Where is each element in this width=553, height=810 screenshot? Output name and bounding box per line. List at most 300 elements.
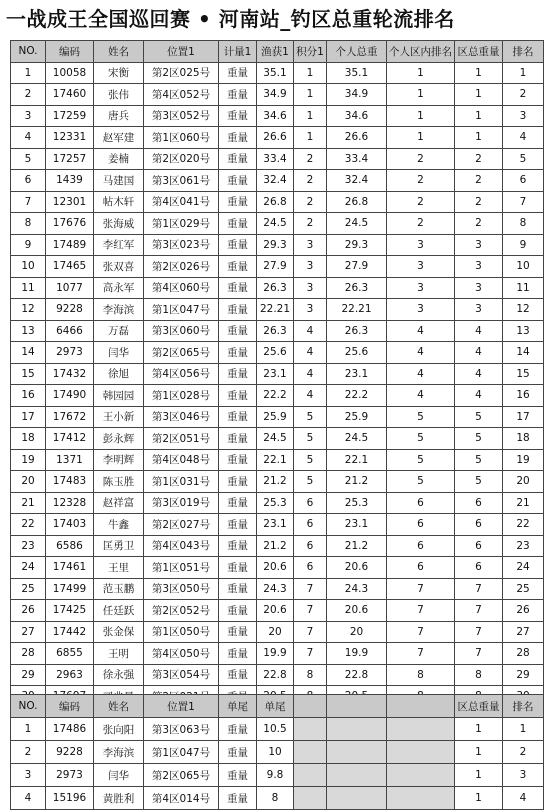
- table-cell: 重量: [219, 578, 257, 600]
- table-cell: 1: [455, 764, 503, 787]
- column-header: 渔获1: [257, 41, 294, 63]
- table-cell: 17483: [46, 471, 94, 493]
- table-cell: 22.1: [257, 449, 294, 471]
- table-cell: 5: [387, 428, 455, 450]
- table-cell: 9.8: [257, 764, 294, 787]
- table-cell: 29.3: [327, 234, 387, 256]
- table-cell: 22.2: [257, 385, 294, 407]
- table-cell: 21.2: [327, 535, 387, 557]
- table-cell: 26.3: [327, 320, 387, 342]
- table-cell: 万磊: [94, 320, 144, 342]
- table-cell: 7: [294, 643, 327, 665]
- column-header: 计量1: [219, 41, 257, 63]
- table-cell: 第2区065号: [144, 342, 219, 364]
- table-cell: 闫华: [94, 342, 144, 364]
- table-cell: 17259: [46, 105, 94, 127]
- table-cell: 重量: [219, 127, 257, 149]
- column-header: 姓名: [94, 41, 144, 63]
- table-cell: 17257: [46, 148, 94, 170]
- table-cell: 21.2: [257, 471, 294, 493]
- table-cell: 2: [387, 170, 455, 192]
- table-cell: 15: [503, 363, 544, 385]
- table-cell: 1: [294, 84, 327, 106]
- table-cell: 32.4: [257, 170, 294, 192]
- table-cell: 1: [387, 84, 455, 106]
- table-cell: 22: [11, 514, 46, 536]
- table-cell: 27.9: [327, 256, 387, 278]
- table-cell: 7: [387, 578, 455, 600]
- table-cell: 2963: [46, 664, 94, 686]
- table-row: [11, 600, 544, 622]
- table-cell: 第2区025号: [144, 62, 219, 84]
- table-cell: 第4区048号: [144, 449, 219, 471]
- table-cell: [327, 741, 387, 764]
- table-cell: 8: [11, 213, 46, 235]
- table-cell: 重量: [219, 406, 257, 428]
- table-cell: 35.1: [257, 62, 294, 84]
- table-cell: 12331: [46, 127, 94, 149]
- table-row: [11, 643, 544, 665]
- column-header: 姓名: [94, 695, 144, 718]
- table-cell: 第1区050号: [144, 621, 219, 643]
- table-cell: 范玉鹏: [94, 578, 144, 600]
- table-cell: 19: [503, 449, 544, 471]
- table-cell: 6: [294, 535, 327, 557]
- table-cell: 3: [503, 764, 544, 787]
- table-cell: 第2区027号: [144, 514, 219, 536]
- table-cell: 23.1: [257, 514, 294, 536]
- table-cell: 4: [11, 787, 46, 810]
- column-header: NO.: [11, 41, 46, 63]
- table-cell: 9: [503, 234, 544, 256]
- table-cell: 7: [455, 578, 503, 600]
- table-cell: 2: [503, 741, 544, 764]
- table-cell: 1: [455, 127, 503, 149]
- table-cell: 2: [11, 84, 46, 106]
- column-header: NO.: [11, 695, 46, 718]
- table-row: [11, 256, 544, 278]
- table-cell: 3: [455, 277, 503, 299]
- table-cell: 第4区060号: [144, 277, 219, 299]
- table-cell: 20: [11, 471, 46, 493]
- table-cell: 李明辉: [94, 449, 144, 471]
- table-cell: 2: [455, 148, 503, 170]
- table-cell: 11: [503, 277, 544, 299]
- table-cell: 5: [455, 449, 503, 471]
- table-cell: 23: [503, 535, 544, 557]
- table-cell: 张金保: [94, 621, 144, 643]
- table-cell: 27: [503, 621, 544, 643]
- table-cell: 17490: [46, 385, 94, 407]
- table-cell: 1371: [46, 449, 94, 471]
- table-cell: 闫华: [94, 764, 144, 787]
- table-cell: 20.6: [257, 557, 294, 579]
- column-header: 单尾: [257, 695, 294, 718]
- table-cell: 1: [455, 787, 503, 810]
- table-cell: 4: [387, 320, 455, 342]
- table-cell: 4: [294, 385, 327, 407]
- table-cell: 1: [294, 105, 327, 127]
- table-row: [11, 664, 544, 686]
- table-cell: 9: [11, 234, 46, 256]
- table-cell: 17465: [46, 256, 94, 278]
- table-cell: 23.1: [257, 363, 294, 385]
- table-cell: 重量: [219, 718, 257, 741]
- table-cell: 24.5: [257, 213, 294, 235]
- table-cell: 徐旭: [94, 363, 144, 385]
- table-cell: 25.9: [327, 406, 387, 428]
- table-cell: 22.8: [327, 664, 387, 686]
- table-cell: 唐兵: [94, 105, 144, 127]
- table-cell: 重量: [219, 191, 257, 213]
- table-cell: [294, 787, 327, 810]
- table-cell: 25.3: [257, 492, 294, 514]
- table-cell: 5: [294, 406, 327, 428]
- table-cell: 黄胜利: [94, 787, 144, 810]
- table-cell: 7: [387, 600, 455, 622]
- table-cell: 5: [294, 449, 327, 471]
- table-cell: 5: [11, 148, 46, 170]
- page-title: 一战成王全国巡回赛 • 河南站_钓区总重轮流排名: [6, 7, 455, 31]
- table-cell: 6: [503, 170, 544, 192]
- table-cell: 第4区056号: [144, 363, 219, 385]
- table-cell: 重量: [219, 664, 257, 686]
- table-cell: 10058: [46, 62, 94, 84]
- table-cell: 重量: [219, 621, 257, 643]
- table-cell: 重量: [219, 535, 257, 557]
- table-cell: 4: [455, 342, 503, 364]
- table-cell: 第1区060号: [144, 127, 219, 149]
- table-cell: 第4区014号: [144, 787, 219, 810]
- table-row: [11, 277, 544, 299]
- table-row: [11, 320, 544, 342]
- table-cell: 第3区063号: [144, 718, 219, 741]
- table-cell: 4: [503, 127, 544, 149]
- column-header: 区总重量: [455, 41, 503, 63]
- table-cell: 10: [503, 256, 544, 278]
- table-row: [11, 514, 544, 536]
- table-cell: 4: [11, 127, 46, 149]
- table-cell: 6: [387, 514, 455, 536]
- table-cell: 5: [294, 428, 327, 450]
- table-cell: 重量: [219, 643, 257, 665]
- table-cell: 5: [455, 428, 503, 450]
- table-cell: 第4区041号: [144, 191, 219, 213]
- table-cell: 陈玉胜: [94, 471, 144, 493]
- table-cell: 21: [11, 492, 46, 514]
- table-cell: 2: [11, 741, 46, 764]
- table-cell: 王小新: [94, 406, 144, 428]
- table-cell: 19: [11, 449, 46, 471]
- table-cell: 第1区029号: [144, 213, 219, 235]
- table-cell: 马建国: [94, 170, 144, 192]
- table-cell: 12: [11, 299, 46, 321]
- table-cell: 重量: [219, 492, 257, 514]
- table-cell: 第1区051号: [144, 557, 219, 579]
- table-cell: 第2区051号: [144, 428, 219, 450]
- table-cell: 13: [11, 320, 46, 342]
- table-cell: 20: [503, 471, 544, 493]
- table-cell: 2: [387, 213, 455, 235]
- table-cell: 7: [455, 600, 503, 622]
- table-cell: 33.4: [327, 148, 387, 170]
- table-cell: 26.6: [327, 127, 387, 149]
- table-row: [11, 492, 544, 514]
- table-cell: 3: [387, 256, 455, 278]
- table-cell: 24.5: [327, 428, 387, 450]
- table-row: [11, 471, 544, 493]
- table-cell: 1: [455, 105, 503, 127]
- table-cell: 25.9: [257, 406, 294, 428]
- table-cell: 23: [11, 535, 46, 557]
- table-cell: 重量: [219, 764, 257, 787]
- table-cell: 17499: [46, 578, 94, 600]
- table-cell: 4: [387, 363, 455, 385]
- table-cell: 第2区020号: [144, 148, 219, 170]
- table-cell: 22.1: [327, 449, 387, 471]
- table-row: [11, 718, 544, 741]
- table-cell: 24: [11, 557, 46, 579]
- table-cell: 15: [11, 363, 46, 385]
- table-cell: 4: [455, 385, 503, 407]
- table-row: [11, 213, 544, 235]
- table-cell: 19.9: [257, 643, 294, 665]
- column-header: 个人总重: [327, 41, 387, 63]
- table-cell: 重量: [219, 234, 257, 256]
- table-cell: 14: [503, 342, 544, 364]
- table-cell: 3: [503, 105, 544, 127]
- table-cell: 17: [11, 406, 46, 428]
- table-cell: 4: [503, 787, 544, 810]
- table-cell: 26: [503, 600, 544, 622]
- table-cell: 26: [11, 600, 46, 622]
- table-cell: 17432: [46, 363, 94, 385]
- table-cell: 高永军: [94, 277, 144, 299]
- column-header: 单尾: [219, 695, 257, 718]
- table-cell: 5: [387, 471, 455, 493]
- table-cell: 17676: [46, 213, 94, 235]
- table-cell: 25.6: [327, 342, 387, 364]
- table-cell: 12301: [46, 191, 94, 213]
- table-cell: 17412: [46, 428, 94, 450]
- table-cell: 彭永辉: [94, 428, 144, 450]
- table-cell: 12: [503, 299, 544, 321]
- table-cell: 26.6: [257, 127, 294, 149]
- table-cell: 1: [455, 84, 503, 106]
- table-cell: 1: [294, 127, 327, 149]
- table-cell: 韩园园: [94, 385, 144, 407]
- table-cell: 第1区047号: [144, 741, 219, 764]
- table-cell: 1: [455, 741, 503, 764]
- table-cell: 第4区052号: [144, 84, 219, 106]
- table-cell: 第3区019号: [144, 492, 219, 514]
- table-cell: 王明: [94, 643, 144, 665]
- table-cell: 4: [294, 320, 327, 342]
- table-cell: 1: [11, 62, 46, 84]
- table-cell: 重量: [219, 741, 257, 764]
- table-cell: 6: [11, 170, 46, 192]
- table-cell: 13: [503, 320, 544, 342]
- table-cell: 张海威: [94, 213, 144, 235]
- table-row: [11, 406, 544, 428]
- table-row: [11, 105, 544, 127]
- table-cell: 8: [387, 664, 455, 686]
- table-cell: 17425: [46, 600, 94, 622]
- table-cell: 1439: [46, 170, 94, 192]
- table-row: [11, 428, 544, 450]
- table-cell: 2: [455, 191, 503, 213]
- table-cell: 6855: [46, 643, 94, 665]
- table-cell: 1: [11, 718, 46, 741]
- table-cell: 2: [387, 148, 455, 170]
- table-cell: 6: [455, 557, 503, 579]
- column-header: 编码: [46, 41, 94, 63]
- table-cell: 34.9: [257, 84, 294, 106]
- table-cell: 3: [294, 234, 327, 256]
- table-cell: 2: [503, 84, 544, 106]
- table-cell: 9228: [46, 741, 94, 764]
- table-cell: 16: [11, 385, 46, 407]
- table-cell: 第2区026号: [144, 256, 219, 278]
- table-cell: 6: [455, 492, 503, 514]
- table-cell: 5: [455, 406, 503, 428]
- table-cell: 3: [294, 299, 327, 321]
- table-cell: 重量: [219, 385, 257, 407]
- table-row: [11, 557, 544, 579]
- table-row: [11, 787, 544, 810]
- table-cell: 22.8: [257, 664, 294, 686]
- table-cell: 2973: [46, 764, 94, 787]
- table-cell: 2: [455, 170, 503, 192]
- table-cell: 第3区050号: [144, 578, 219, 600]
- table-cell: [294, 741, 327, 764]
- table-cell: 19.9: [327, 643, 387, 665]
- table-cell: 重量: [219, 557, 257, 579]
- column-header: 位置1: [144, 695, 219, 718]
- table-cell: 6: [387, 557, 455, 579]
- table-cell: 21.2: [327, 471, 387, 493]
- table-cell: 18: [11, 428, 46, 450]
- table-cell: 6: [294, 557, 327, 579]
- table-cell: 5: [503, 148, 544, 170]
- table-cell: 第4区043号: [144, 535, 219, 557]
- table-cell: 2: [294, 170, 327, 192]
- column-header: 编码: [46, 695, 94, 718]
- table-cell: 2: [294, 191, 327, 213]
- table-cell: [387, 741, 455, 764]
- table-cell: 25.6: [257, 342, 294, 364]
- table-cell: [327, 764, 387, 787]
- table-cell: 1: [503, 62, 544, 84]
- table-cell: 6: [387, 535, 455, 557]
- table-cell: 20: [327, 621, 387, 643]
- table-cell: [294, 718, 327, 741]
- table-cell: 第3区023号: [144, 234, 219, 256]
- table-cell: 重量: [219, 428, 257, 450]
- table-cell: 10: [257, 741, 294, 764]
- table-cell: 4: [455, 363, 503, 385]
- table-row: [11, 62, 544, 84]
- table-cell: 8: [503, 213, 544, 235]
- column-header: [294, 695, 327, 718]
- table-cell: 匡勇卫: [94, 535, 144, 557]
- table-cell: 26.3: [257, 277, 294, 299]
- table-cell: 20.6: [327, 600, 387, 622]
- table-cell: 17489: [46, 234, 94, 256]
- column-header: 位置1: [144, 41, 219, 63]
- table-cell: 2: [294, 213, 327, 235]
- table-row: [11, 127, 544, 149]
- column-header: 积分1: [294, 41, 327, 63]
- table-cell: 1: [387, 62, 455, 84]
- table-cell: 重量: [219, 320, 257, 342]
- table-cell: 李海滨: [94, 741, 144, 764]
- table-cell: 3: [387, 277, 455, 299]
- table-cell: 32.4: [327, 170, 387, 192]
- table-cell: 7: [294, 600, 327, 622]
- table-cell: 6: [455, 514, 503, 536]
- table-cell: 5: [387, 449, 455, 471]
- table-cell: 第3区061号: [144, 170, 219, 192]
- table-cell: 35.1: [327, 62, 387, 84]
- table-row: [11, 449, 544, 471]
- table-cell: 9228: [46, 299, 94, 321]
- table-cell: 21.2: [257, 535, 294, 557]
- table-cell: 4: [294, 342, 327, 364]
- table-cell: 3: [455, 299, 503, 321]
- table-cell: 2: [455, 213, 503, 235]
- table-cell: 4: [387, 385, 455, 407]
- table-cell: 20.6: [257, 600, 294, 622]
- table-cell: 4: [455, 320, 503, 342]
- table-cell: 第2区052号: [144, 600, 219, 622]
- table-cell: 第3区060号: [144, 320, 219, 342]
- table-cell: 重量: [219, 514, 257, 536]
- table-cell: 重量: [219, 600, 257, 622]
- table-cell: 12328: [46, 492, 94, 514]
- table-cell: 赵祥富: [94, 492, 144, 514]
- table-cell: 重量: [219, 471, 257, 493]
- table-cell: 15196: [46, 787, 94, 810]
- table-cell: 26.8: [327, 191, 387, 213]
- table-header-row: [11, 41, 544, 63]
- table-row: [11, 148, 544, 170]
- table-cell: 姜楠: [94, 148, 144, 170]
- table-cell: 3: [294, 277, 327, 299]
- table-cell: 34.9: [327, 84, 387, 106]
- table-cell: [387, 718, 455, 741]
- table-cell: 22.21: [257, 299, 294, 321]
- table-cell: [387, 787, 455, 810]
- table-cell: 2: [294, 148, 327, 170]
- table-cell: [327, 787, 387, 810]
- table-cell: [294, 764, 327, 787]
- table-cell: 17461: [46, 557, 94, 579]
- table-cell: 4: [294, 363, 327, 385]
- table-cell: 17442: [46, 621, 94, 643]
- table-cell: [327, 718, 387, 741]
- table-cell: 25: [11, 578, 46, 600]
- table-row: [11, 170, 544, 192]
- table-cell: 3: [294, 256, 327, 278]
- table-cell: 6586: [46, 535, 94, 557]
- table-cell: 7: [387, 621, 455, 643]
- table-cell: 重量: [219, 170, 257, 192]
- table-cell: 29: [11, 664, 46, 686]
- table-cell: 20.6: [327, 557, 387, 579]
- table-cell: 17: [503, 406, 544, 428]
- table-row: [11, 234, 544, 256]
